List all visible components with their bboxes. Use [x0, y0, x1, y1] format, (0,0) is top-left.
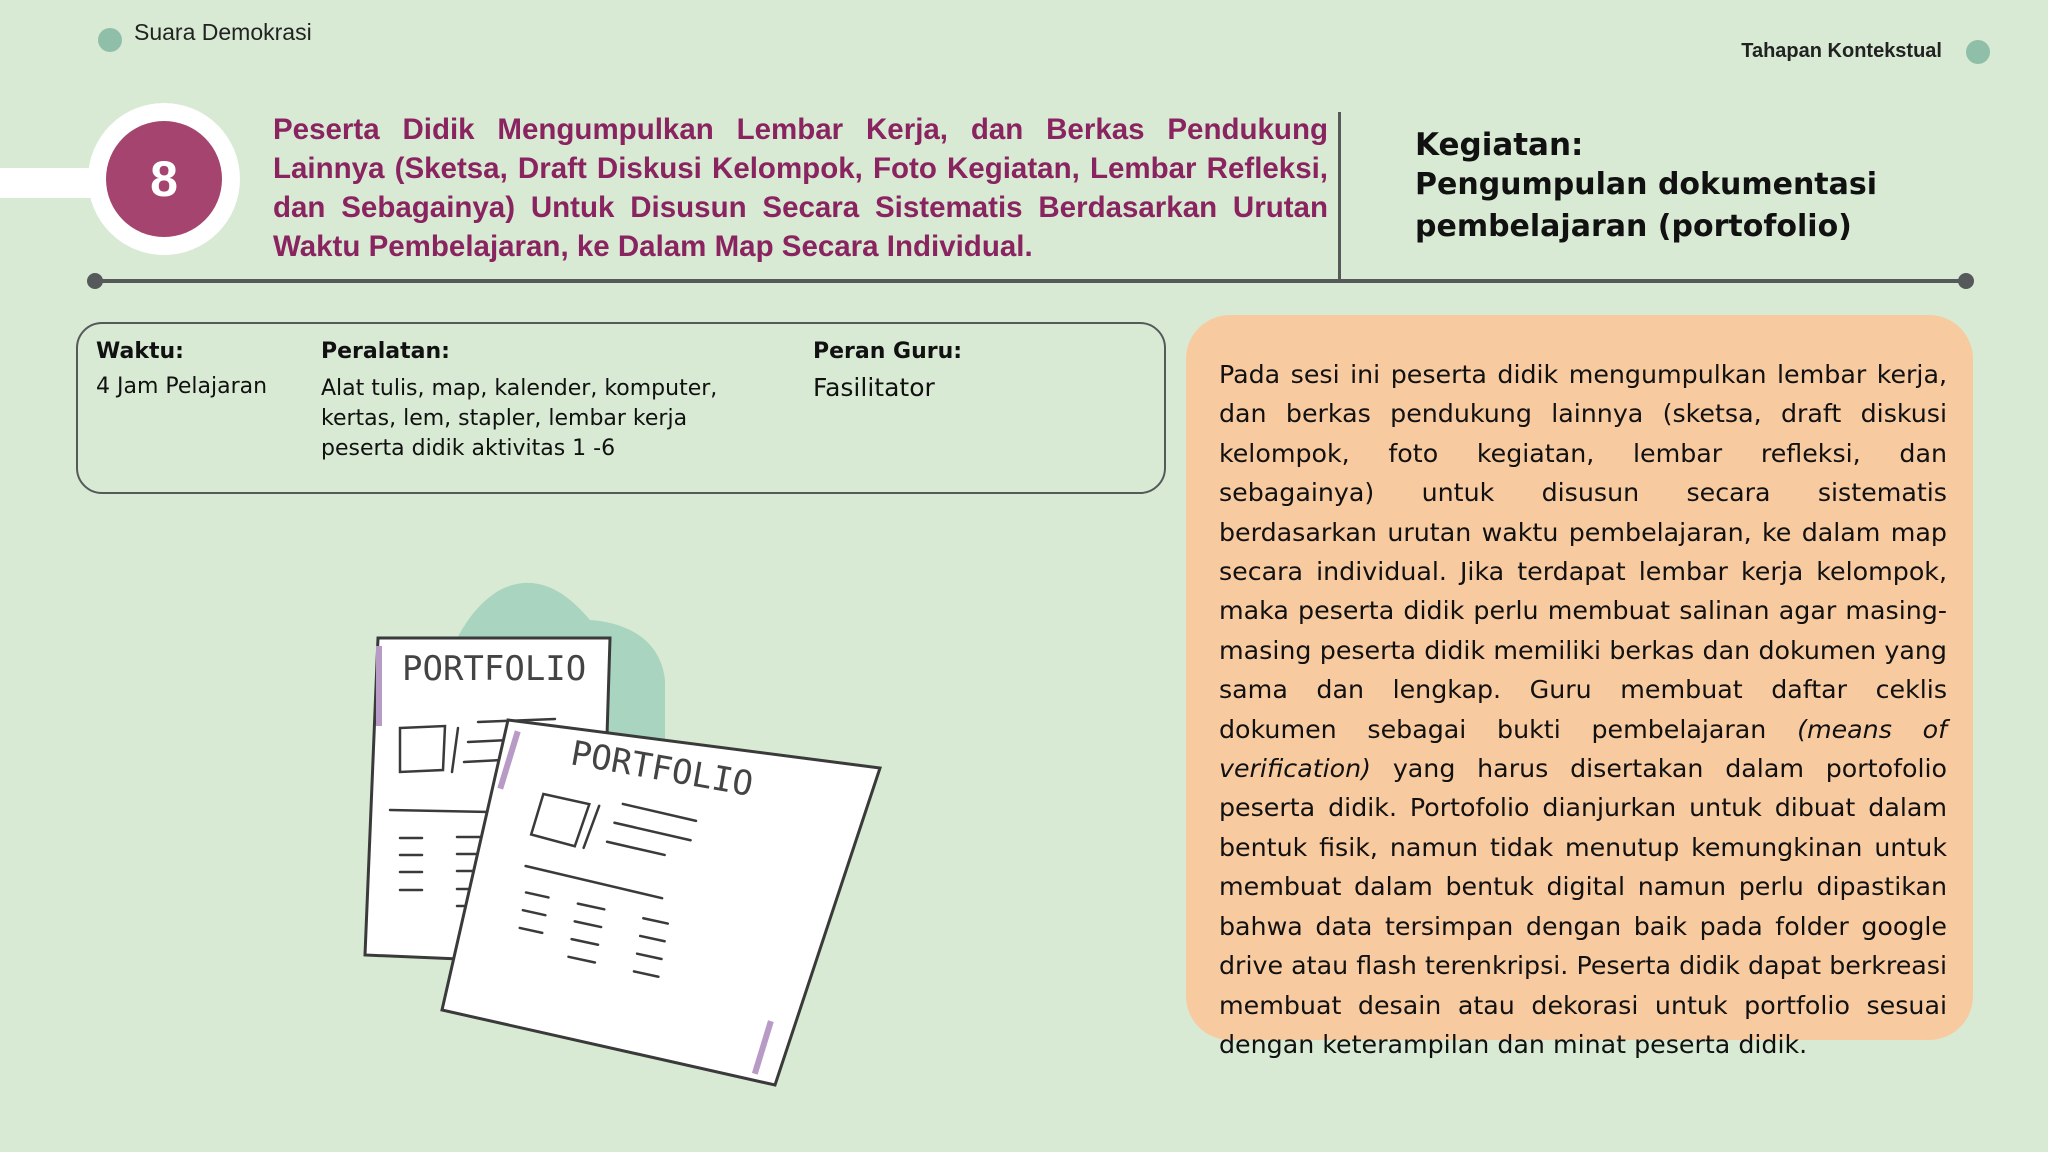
divider-dot-left [87, 273, 103, 289]
description-part2: yang harus disertakan dalam portofolio peserta didik. Portofolio dianjurkan untuk dibuat dalam bentuk fisik, namun tidak menutup kemungkinan untuk membuat dalam bentuk digital namun perlu dipastikan bahwa data tersimpan dengan baik pada folder google drive atau flash terenkripsi. Peserta didik dapat berkreasi membuat desain atau dekorasi untuk portfolio sesuai dengan keterampilan dan minat peserta didik. [1219, 754, 1947, 1059]
peran-value: Fasilitator [813, 373, 935, 402]
header-right [1741, 40, 1990, 64]
kegiatan-label: Kegiatan: [1415, 127, 1584, 163]
portfolio-illustration [360, 580, 900, 1100]
peralatan-value: Alat tulis, map, kalender, komputer, kertas, lem, stapler, lembar kerja peserta didik aktivitas 1 -6 [321, 376, 718, 461]
step-number: 8 [106, 121, 222, 237]
waktu-label: Waktu: [96, 339, 184, 364]
description-text [1219, 355, 1947, 1064]
header-right-label: Tahapan Kontekstual [1741, 39, 1942, 62]
description-part1: Pada sesi ini peserta didik mengumpulkan lembar kerja, dan berkas pendukung lainnya (sketsa, draft diskusi kelompok, foto kegiatan, lembar refleksi, dan sebagainya) untuk disusun secara sistematis berdasarkan urutan waktu pembelajaran, ke dalam map secara individual. Jika terdapat lembar kerja kelompok, maka peserta didik perlu membuat salinan agar masing-masing peserta didik memiliki berkas dan dokumen yang sama dan lengkap. Guru membuat daftar ceklis dokumen sebagai bukti pembelajaran [1219, 360, 1947, 744]
peran-label: Peran Guru: [813, 339, 963, 364]
portfolio-document-2 [442, 720, 880, 1085]
kegiatan-text: Pengumpulan dokumentasi pembelajaran (portofolio) [1415, 167, 1878, 244]
header-left [98, 19, 312, 53]
header-left-label: Suara Demokrasi [134, 19, 312, 45]
vertical-divider [1338, 112, 1341, 280]
doc2-label: PORTFOLIO [567, 733, 757, 805]
waktu-value: 4 Jam Pelajaran [96, 374, 268, 399]
description-italic: (means of verification) [1219, 714, 1947, 784]
divider-dot-right [1958, 273, 1974, 289]
step-title: Peserta Didik Mengumpulkan Lembar Kerja, dan Berkas Pendukung Lainnya (Sketsa, Draft Diskusi Kelompok, Foto Kegiatan, Lembar Refleksi, dan Sebagainya) Untuk Disusun Secara Sistematis Berdasarkan Urutan Waktu Pembelajaran, ke Dalam Map Secara Individual. [273, 113, 1328, 263]
header-dot-icon [1966, 40, 1990, 64]
header-dot-icon [98, 28, 122, 52]
peralatan-label: Peralatan: [321, 339, 450, 364]
doc1-label: PORTFOLIO [402, 649, 587, 689]
horizontal-divider [94, 279, 1966, 283]
